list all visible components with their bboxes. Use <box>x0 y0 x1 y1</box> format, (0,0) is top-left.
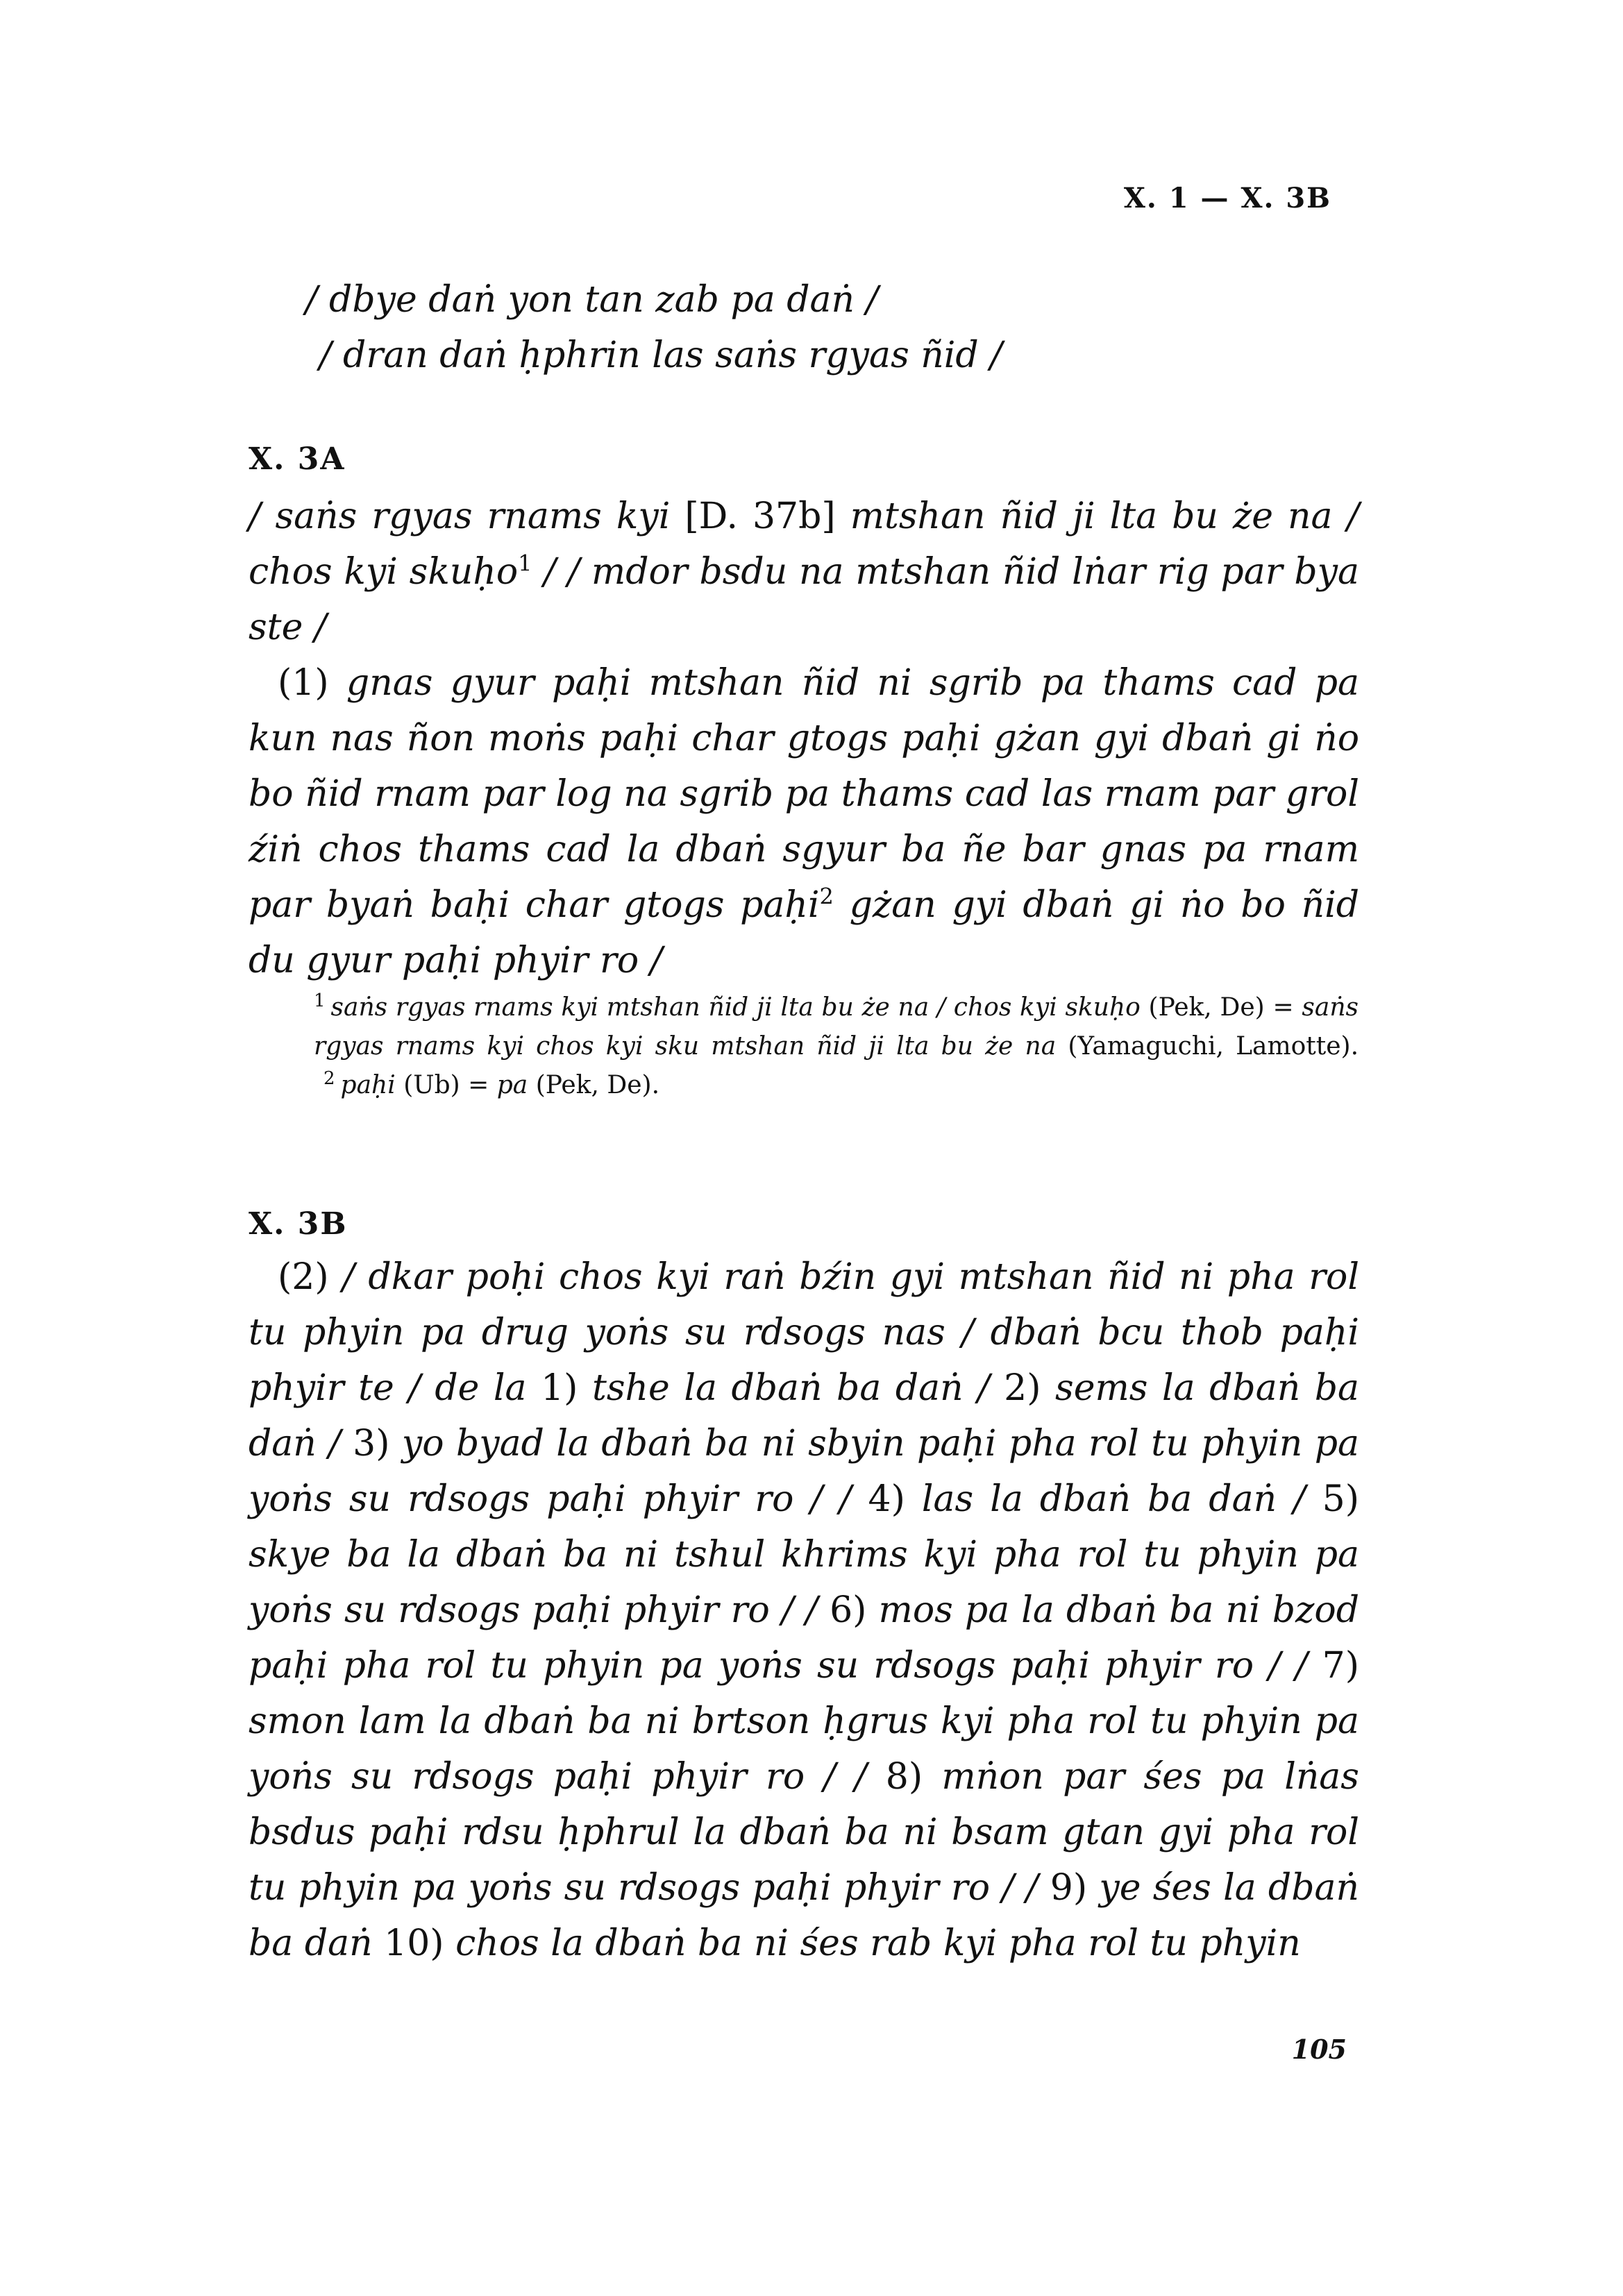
dege-reference: [D. 37b] <box>684 496 836 537</box>
page-number: 105 <box>1291 2034 1347 2065</box>
section-3a-text <box>249 489 1359 988</box>
verse-line: / dran daṅ ḥphrin las saṅs rgyas ñid / <box>319 335 1002 376</box>
footnotes <box>314 988 1359 1105</box>
section-3b-text <box>249 1249 1359 1971</box>
footnote-2-variant-b: pa <box>496 1071 528 1099</box>
body-segment: sems la dbaṅ ba daṅ / <box>249 1367 1360 1464</box>
item-number: (2) <box>278 1256 329 1298</box>
item-number: 4) <box>868 1478 905 1520</box>
running-head: X. 1 — X. 3B <box>1123 182 1331 214</box>
section-heading-3a: X. 3A <box>249 441 346 477</box>
footnote-2-variant-a: paḥi <box>340 1071 396 1099</box>
footnote-1-variant-a: saṅs rgyas rnams kyi mtshan ñid ji lta bu że na / chos kyi skuḥo <box>330 993 1141 1022</box>
paragraph-1 <box>249 655 1359 988</box>
item-number: 7) <box>1322 1645 1359 1687</box>
footnote-1-source-b: (Yamaguchi, Lamotte). <box>1056 1032 1359 1061</box>
body-segment: tshe la dbaṅ ba daṅ / <box>578 1367 1004 1409</box>
paragraph-number: (1) <box>278 662 329 704</box>
body-segment: yo byad la dbaṅ ba ni sbyin paḥi pha rol tu phyin pa yoṅs su rdsogs paḥi phyir ro / / <box>249 1423 1359 1520</box>
item-number: 6) <box>830 1589 867 1631</box>
footnote-2-source-b: (Pek, De). <box>528 1071 660 1099</box>
item-number: 10) <box>384 1923 444 1964</box>
intro-part3: / / mdor bsdu na mtshan ñid lṅar rig par bya ste / <box>249 551 1359 648</box>
footnote-ref-2: 2 <box>819 883 834 910</box>
body-segment: chos la dbaṅ ba ni śes rab kyi pha rol tu phyin <box>444 1923 1301 1964</box>
section-3a-intro <box>249 489 1359 655</box>
item-number: 3) <box>353 1423 390 1464</box>
item-number: 2) <box>1004 1367 1041 1409</box>
intro-part1: / saṅs rgyas rnams kyi <box>249 496 685 537</box>
footnote-mark-1: 1 <box>314 990 326 1011</box>
body-segment: ye śes la dbaṅ ba daṅ <box>249 1867 1359 1964</box>
body-segment: mṅon par śes pa lṅas bsdus paḥi rdsu ḥphrul la dbaṅ ba ni bsam gtan gyi pha rol tu phyin pa yoṅs su rdsogs paḥi phyir ro / / <box>249 1756 1359 1909</box>
item-number: 1) <box>541 1367 578 1409</box>
item-number: 9) <box>1050 1867 1088 1909</box>
footnote-2-source-a: (Ub) = <box>395 1071 497 1099</box>
footnote-ref-1: 1 <box>518 550 532 577</box>
footnote-mark-2: 2 <box>323 1068 335 1089</box>
section-heading-3b: X. 3B <box>249 1206 348 1242</box>
body-segment: smon lam la dbaṅ ba ni brtson ḥgrus kyi pha rol tu phyin pa yoṅs su rdsogs paḥi phyir ro / / <box>249 1700 1359 1798</box>
paragraph-1-text-b: gżan gyi dbaṅ gi ṅo bo ñid du gyur paḥi phyir ro / <box>249 884 1359 981</box>
body-segment: / dkar poḥi chos kyi raṅ bźin gyi mtshan ñid ni pha rol tu phyin pa drug yoṅs su rdsogs nas / dbaṅ bcu thob paḥi phyir te / de la <box>249 1256 1359 1409</box>
paragraph-2 <box>249 1249 1359 1971</box>
item-number: 8) <box>885 1756 923 1798</box>
verse-block <box>305 272 1361 383</box>
verse-line: / dbye daṅ yon tan zab pa daṅ / <box>305 279 879 321</box>
paragraph-1-text-a: gnas gyur paḥi mtshan ñid ni sgrib pa thams cad pa kun nas ñon moṅs paḥi char gtogs paḥi gżan gyi dbaṅ gi ṅo bo ñid rnam par log na sgrib pa thams cad las rnam par grol źiṅ chos thams cad la dbaṅ sgyur ba ñe bar gnas pa rnam par byaṅ baḥi char gtogs paḥi <box>249 662 1359 926</box>
body-segment: las la dbaṅ ba daṅ / <box>905 1478 1322 1520</box>
intro-part2: mtshan ñid ji lta bu że na / chos kyi skuḥo <box>249 496 1359 593</box>
footnote-1-source-a: (Pek, De) = <box>1140 993 1302 1022</box>
body-segment: mos pa la dbaṅ ba ni bzod paḥi pha rol tu phyin pa yoṅs su rdsogs paḥi phyir ro / / <box>249 1589 1359 1687</box>
footnote-1-variant-b: saṅs rgyas rnams kyi chos kyi sku mtshan ñid ji lta bu że na <box>314 993 1359 1061</box>
body-segment: skye ba la dbaṅ ba ni tshul khrims kyi pha rol tu phyin pa yoṅs su rdsogs paḥi phyir ro / / <box>249 1534 1359 1631</box>
item-number: 5) <box>1322 1478 1359 1520</box>
